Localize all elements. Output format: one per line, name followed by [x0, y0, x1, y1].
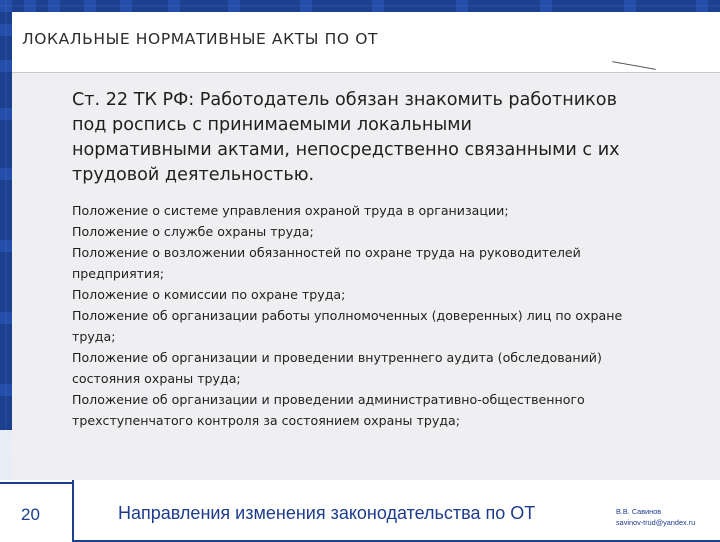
lead-paragraph [72, 88, 692, 188]
author-name: В.В. Савинов [616, 507, 662, 516]
footer-divider [72, 480, 74, 540]
lead-line: трудовой деятельностью. [72, 165, 315, 185]
regulation-list [72, 200, 692, 431]
list-item: Положение об организации и проведении внутреннего аудита (обследований) [72, 350, 602, 365]
list-item: Положение о возложении обязанностей по охране труда на руководителей [72, 245, 581, 260]
lead-line: Ст. 22 ТК РФ: Работодатель обязан знакомить работников [72, 90, 617, 110]
lead-line: под роспись с принимаемыми локальными [72, 115, 472, 135]
list-item: предприятия; [72, 266, 165, 281]
footer-title: Направления изменения законодательства по ОТ [118, 503, 536, 523]
list-item: Положение об организации работы уполномоченных (доверенных) лиц по охране [72, 308, 623, 323]
author-email: savinov-trud@yandex.ru [616, 518, 696, 527]
list-item: Положение о системе управления охраной труда в организации; [72, 203, 509, 218]
list-item: Положение о комиссии по охране труда; [72, 287, 346, 302]
list-item: Положение об организации и проведении административно-общественного [72, 392, 585, 407]
list-item: труда; [72, 329, 116, 344]
list-item: Положение о службе охраны труда; [72, 224, 314, 239]
author-info [616, 506, 695, 528]
list-item: трехступенчатого контроля за состоянием охраны труда; [72, 413, 460, 428]
page-number: 20 [21, 505, 40, 524]
slide-title: ЛОКАЛЬНЫЕ НОРМАТИВНЫЕ АКТЫ ПО ОТ [22, 30, 379, 48]
list-item: состояния охраны труда; [72, 371, 241, 386]
lead-line: нормативными актами, непосредственно связанными с их [72, 140, 620, 160]
slide-content [72, 88, 692, 431]
